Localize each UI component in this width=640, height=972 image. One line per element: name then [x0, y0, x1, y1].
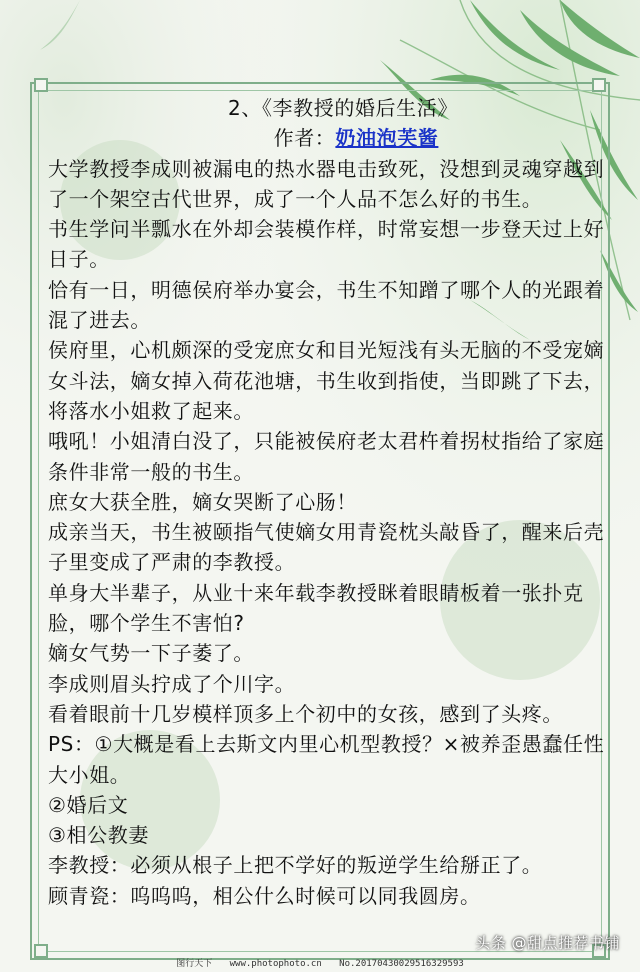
- footer-image-number: No.20170430029516329593: [339, 959, 464, 969]
- frame-corner: [592, 78, 606, 92]
- paragraph: 单身大半辈子，从业十来年载李教授眯着眼睛板着一张扑克脸，哪个学生不害怕?: [48, 580, 584, 636]
- paragraph: ②婚后文: [48, 792, 129, 817]
- paragraph: 顾青瓷：呜呜呜，相公什么时候可以同我圆房。: [48, 883, 481, 908]
- paragraph: 成亲当天，书生被颐指气使嫡女用青瓷枕头敲昏了，醒来后壳子里变成了严肃的李教授。: [48, 520, 605, 575]
- paragraph: 恰有一日，明德侯府举办宴会，书生不知蹭了哪个人的光跟着混了进去。: [48, 277, 605, 333]
- paragraph: 书生学问半瓢水在外却会装模作样，时常妄想一步登天过上好日子。: [48, 217, 605, 272]
- paragraph: 侯府里，心机颇深的受宠庶女和目光短浅有头无脑的不受宠嫡女斗法，嫡女掉入荷花池塘，书生收到指使，当即跳了下去，将落水小姐救了起来。: [48, 338, 605, 423]
- article-body: [48, 93, 608, 911]
- footer-site-url: www.photophoto.cn: [229, 959, 322, 969]
- paragraph: 大学教授李成则被漏电的热水器电击致死，没想到灵魂穿越到了一个架空古代世界，成了一个人品不怎么好的书生。: [48, 156, 605, 211]
- author-line: [48, 123, 608, 153]
- article-title: 2、《李教授的婚后生活》: [228, 96, 458, 120]
- author-link[interactable]: 奶油泡芙酱: [335, 126, 439, 151]
- paragraph: 哦吼！小姐清白没了，只能被侯府老太君杵着拐杖指给了家庭条件非常一般的书生。: [48, 429, 605, 484]
- paragraph: PS：①大概是看上去斯文内里心机型教授？×被养歪愚蠢任性大小姐。: [48, 732, 605, 787]
- toutiao-watermark: 头条 @甜点推荐书铺: [475, 934, 620, 952]
- frame-corner: [34, 944, 48, 958]
- footer-site-name: 图行天下: [176, 959, 213, 969]
- frame-corner: [34, 78, 48, 92]
- paragraph: ③相公教妻: [48, 823, 149, 848]
- author-label: 作者：: [273, 126, 336, 151]
- paragraph: 看着眼前十几岁模样顶多上个初中的女孩，感到了头疼。: [48, 701, 563, 726]
- stock-footer: [0, 957, 640, 972]
- paragraph: 嫡女气势一下子萎了。: [48, 641, 254, 666]
- paragraph: 李成则眉头拧成了个川字。: [48, 671, 296, 696]
- paragraph: 李教授：必须从根子上把不学好的叛逆学生给掰正了。: [48, 853, 543, 878]
- paragraph: 庶女大获全胜，嫡女哭断了心肠！: [48, 489, 357, 514]
